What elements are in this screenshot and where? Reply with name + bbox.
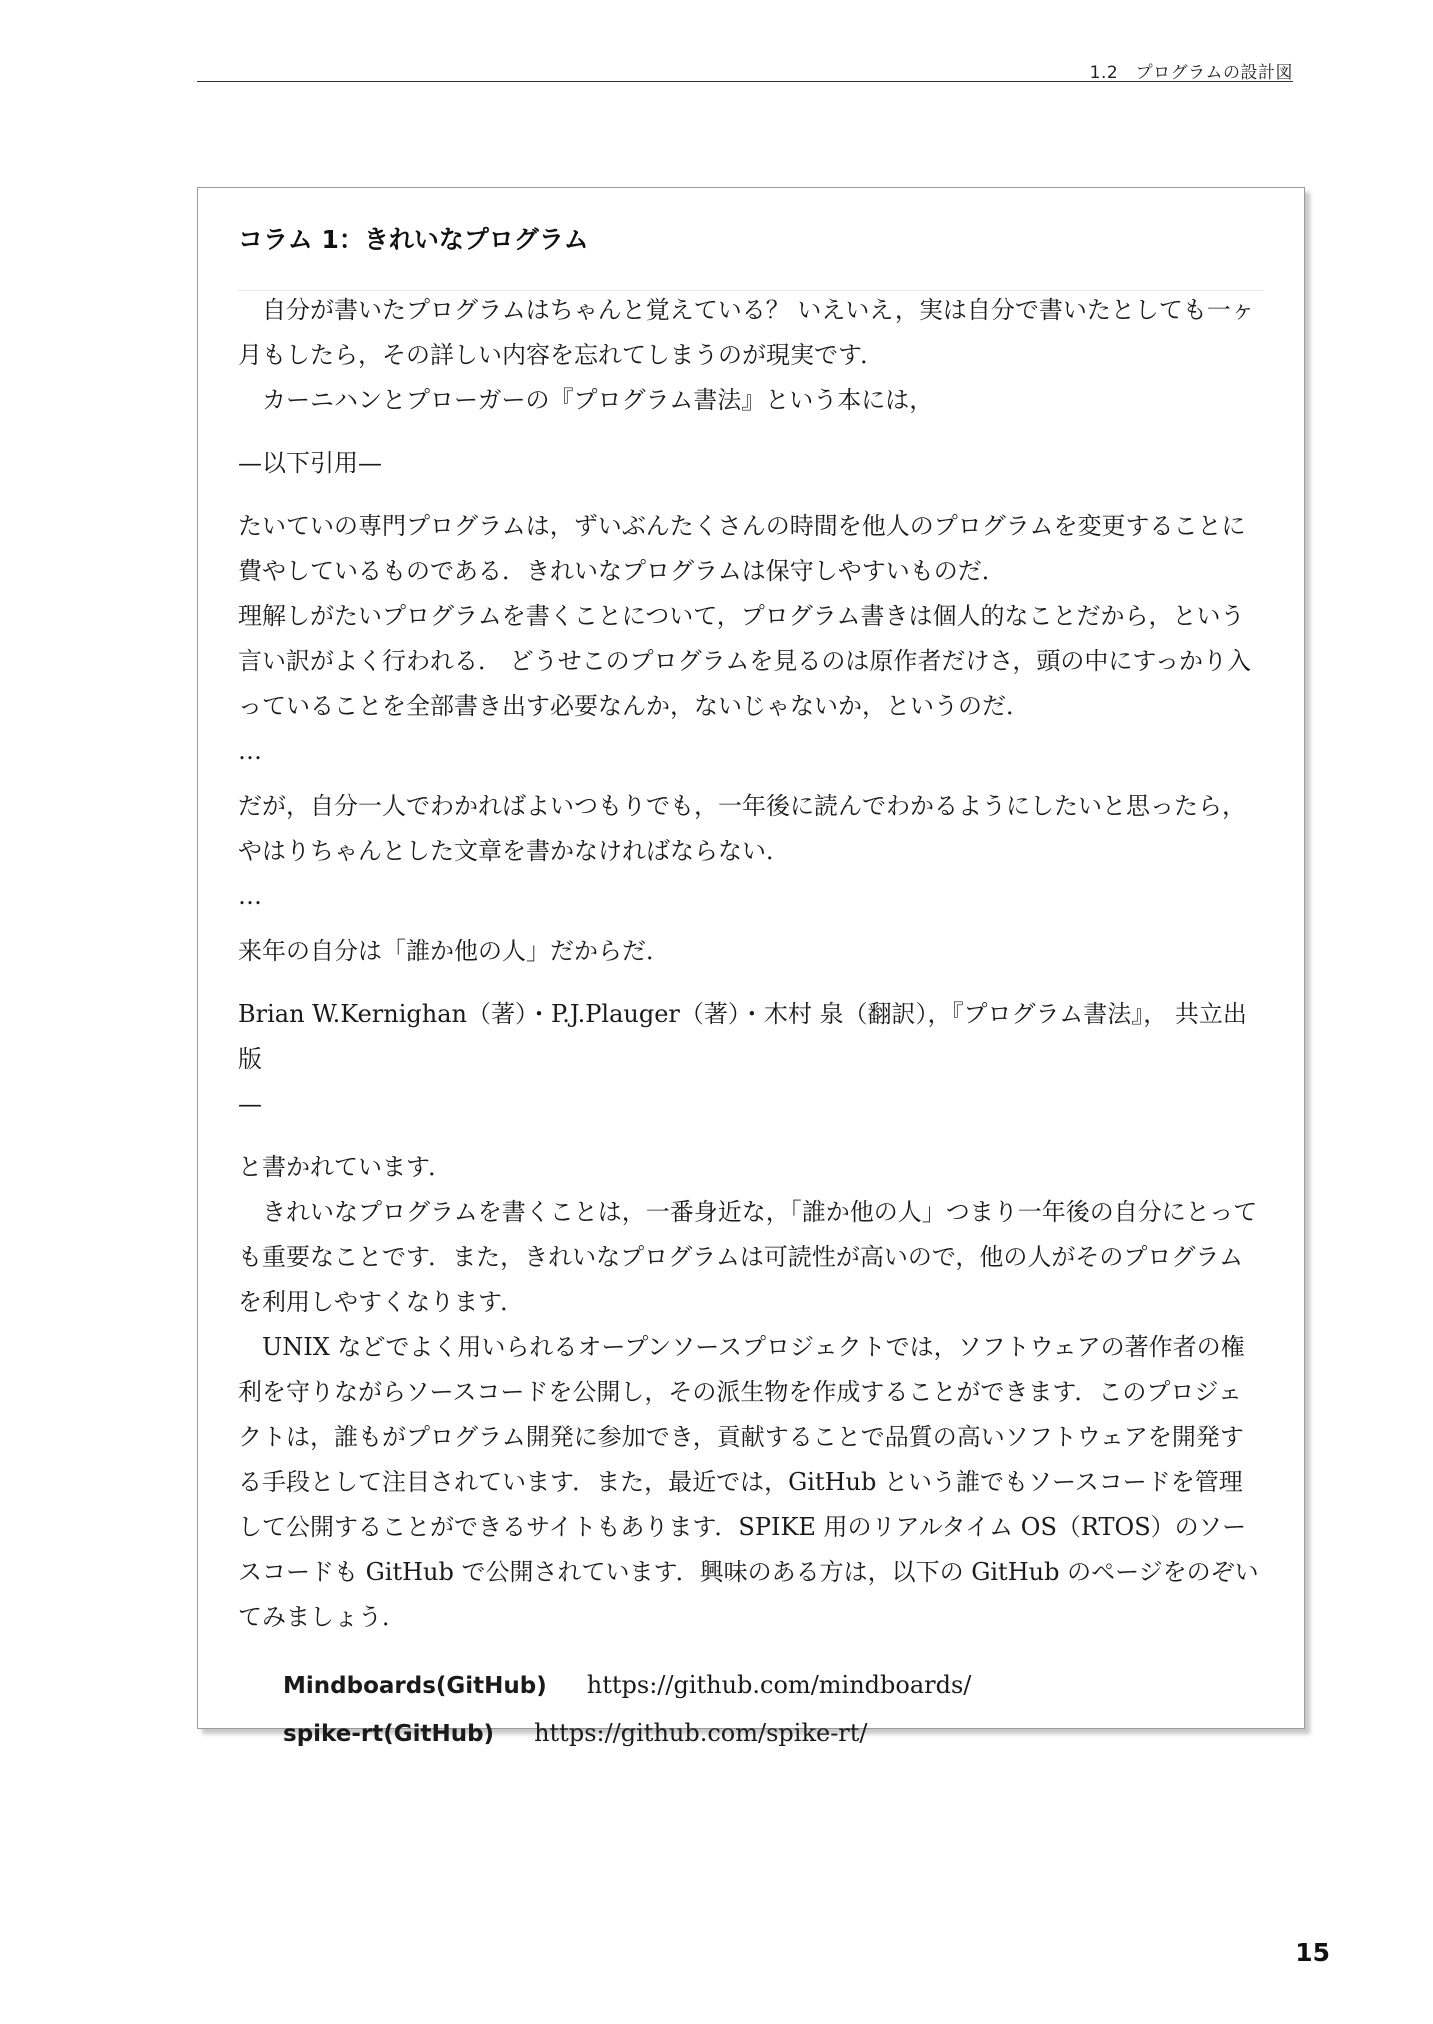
paragraph-book-reference: カーニハンとプローガーの『プログラム書法』という本には， — [262, 386, 934, 414]
quote-start-marker: —以下引用— — [238, 449, 382, 477]
quote-end-marker: — — [238, 1090, 262, 1118]
quote-paragraph: たいていの専門プログラムは，ずいぶんたくさんの時間を他人のプログラムを変更することに費やしているものである．きれいなプログラムは保守しやすいものだ． — [238, 512, 1246, 585]
column-box — [197, 187, 1305, 1747]
link-label: Mindboards(GitHub) — [283, 1673, 547, 1699]
link-item — [283, 1710, 1262, 1758]
quote-ellipsis: … — [238, 882, 262, 910]
paragraph-intro: 自分が書いたプログラムはちゃんと覚えている？ いえいえ，実は自分で書いたとしても一ヶ月もしたら，その詳しい内容を忘れてしまうのが現実です． — [238, 296, 1255, 369]
running-head: 1.2 プログラムの設計図 — [1089, 63, 1293, 83]
link-list — [283, 1662, 1262, 1758]
link-item — [283, 1662, 1262, 1710]
mindboards-link[interactable]: https://github.com/mindboards/ — [586, 1671, 972, 1699]
link-label: spike-rt(GitHub) — [283, 1721, 495, 1747]
paragraph-open-source: UNIX などでよく用いられるオープンソースプロジェクトでは，ソフトウェアの著作者の権利を守りながらソースコードを公開し，その派生物を作成することができます．このプロジェクトは，誰もがプログラム開発に参加でき，貢献することで品質の高いソフトウェアを開発する手段として注目されています．また，最近では，GitHub という誰でもソースコードを管理して公開することができるサイトもあります．SPIKE 用のリアルタイム OS（RTOS）のソースコードも GitHub で公開されています．興味のある方は，以下の GitHub のページをのぞいてみましょう． — [238, 1333, 1259, 1631]
page-number: 15 — [1295, 1938, 1330, 1967]
quote-citation: Brian W.Kernighan（著）・P.J.Plauger（著）・木村 泉（翻訳），『プログラム書法』， 共立出版 — [238, 1000, 1247, 1073]
spike-rt-link[interactable]: https://github.com/spike-rt/ — [534, 1719, 868, 1747]
header-rule — [197, 81, 1293, 82]
paragraph-readability: きれいなプログラムを書くことは，一番身近な，「誰か他の人」つまり一年後の自分にとっても重要なことです．また，きれいなプログラムは可読性が高いので，他の人がそのプログラムを利用しやすくなります． — [238, 1198, 1258, 1316]
quote-paragraph: 理解しがたいプログラムを書くことについて，プログラム書きは個人的なことだから，という言い訳がよく行われる． どうせこのプログラムを見るのは原作者だけさ，頭の中にすっかり入っていることを全部書き出す必要なんか，ないじゃないか，というのだ． — [238, 602, 1251, 720]
column-body — [238, 288, 1262, 1758]
column-title: コラム 1：きれいなプログラム — [238, 225, 589, 254]
quote-paragraph: 来年の自分は「誰か他の人」だからだ． — [238, 937, 670, 965]
paragraph-conclusion: と書かれています． — [238, 1153, 453, 1181]
quote-ellipsis: … — [238, 737, 262, 765]
quote-paragraph: だが，自分一人でわかればよいつもりでも，一年後に読んでわかるようにしたいと思ったら，やはりちゃんとした文章を書かなければならない． — [238, 792, 1246, 865]
